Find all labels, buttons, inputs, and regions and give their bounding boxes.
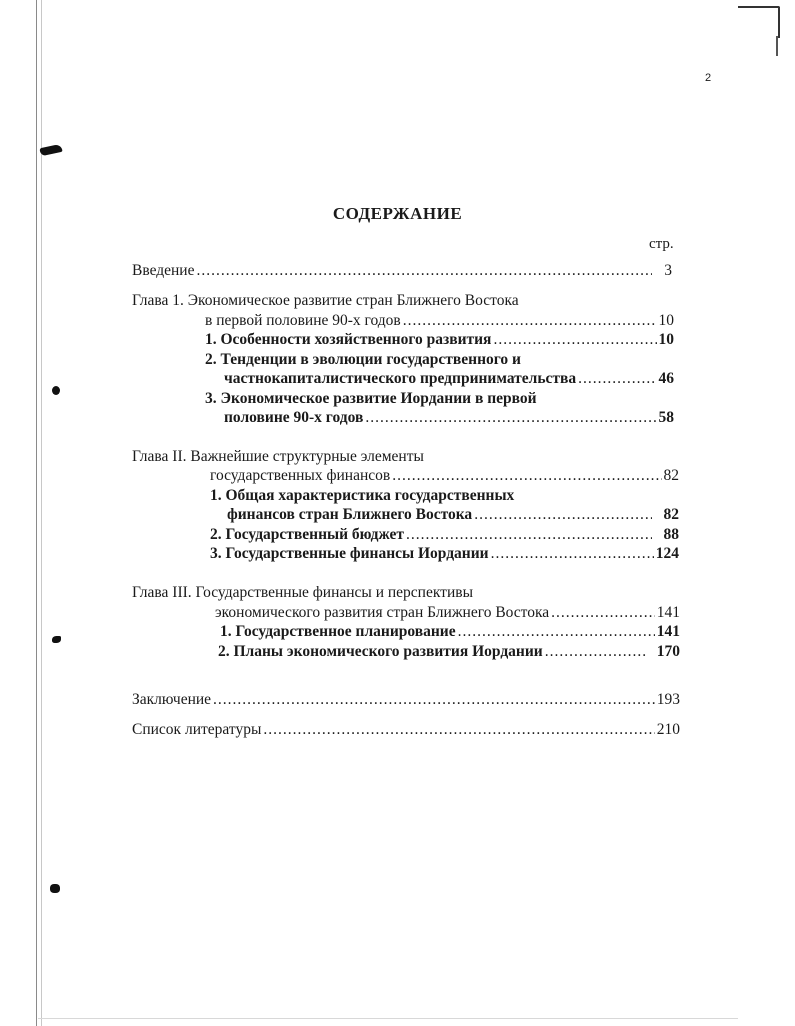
toc-entry-1-2-line1: 2. Тенденции в эволюции государственного и: [205, 351, 521, 368]
toc-entry-1-2: [224, 370, 674, 388]
punch-hole-mark: [52, 386, 60, 395]
toc-entry-bibliography: [132, 721, 680, 739]
toc-leader: [263, 721, 654, 739]
toc-entry-2-1-line1: 1. Общая характеристика государственных: [210, 487, 515, 504]
toc-entry-1-3: [224, 409, 674, 427]
toc-label: 1. Особенности хозяйственного развития: [205, 331, 492, 348]
toc-label: 3. Государственные финансы Иордании: [210, 545, 489, 562]
toc-page: 124: [655, 545, 679, 562]
toc-label: в первой половине 90-х годов: [205, 312, 401, 329]
toc-page: 10: [658, 312, 674, 329]
toc-label: частнокапиталистического предпринимательства: [224, 370, 577, 387]
toc-entry-chapter3: [215, 604, 680, 622]
toc-entry-chapter1: [205, 312, 674, 330]
toc-leader: [491, 545, 654, 563]
chapter3-title: Глава III. Государственные финансы и перспективы: [132, 584, 473, 601]
toc-entry-1-3-line1: 3. Экономическое развитие Иордании в первой: [205, 390, 537, 407]
toc-entry-2-2: [210, 526, 679, 544]
toc-leader: [213, 691, 655, 709]
page-column-label: стр.: [649, 236, 674, 252]
toc-entry-3-2: [218, 643, 680, 661]
toc-leader: [458, 623, 655, 641]
scan-corner-tick: [776, 36, 778, 56]
chapter2-title: Глава II. Важнейшие структурные элементы: [132, 448, 424, 465]
punch-hole-mark: [52, 636, 61, 643]
toc-entry-3-1: [220, 623, 680, 641]
punch-hole-mark: [50, 884, 60, 893]
toc-page: 193: [656, 691, 680, 708]
toc-page: 46: [658, 370, 674, 387]
toc-leader: [551, 604, 655, 622]
toc-label: 2. Государственный бюджет: [210, 526, 404, 543]
scan-bottom-edge: [38, 1018, 738, 1019]
toc-leader: [545, 643, 647, 661]
toc-page: 82: [663, 506, 679, 523]
toc-leader: [196, 262, 652, 280]
toc-label: 1. Государственное планирование: [220, 623, 456, 640]
page-title: СОДЕРЖАНИЕ: [332, 204, 463, 223]
toc-entry-2-1: [227, 506, 679, 524]
toc-entry-2-3: [210, 545, 679, 563]
toc-leader: [406, 526, 652, 544]
chapter1-title: Глава 1. Экономическое развитие стран Ближнего Востока: [132, 292, 519, 309]
page-number: 2: [705, 72, 712, 84]
toc-label: финансов стран Ближнего Востока: [227, 506, 473, 523]
toc-page: 210: [656, 721, 680, 738]
toc-leader: [474, 506, 651, 524]
toc-leader: [403, 312, 657, 330]
toc-label: половине 90-х годов: [224, 409, 364, 426]
toc-label: 2. Планы экономического развития Иордании: [218, 643, 543, 660]
toc-page: 141: [656, 623, 680, 640]
toc-page: 170: [656, 643, 680, 660]
toc-page: 82: [663, 467, 679, 484]
toc-label: Список литературы: [132, 721, 262, 738]
punch-hole-mark: [39, 144, 62, 156]
scan-left-edge: [36, 0, 37, 1026]
toc-entry-intro: [132, 262, 672, 280]
toc-page: 88: [663, 526, 679, 543]
toc-leader: [365, 409, 656, 427]
toc-entry-1-1: [205, 331, 674, 349]
toc-label: государственных финансов: [210, 467, 391, 484]
toc-label: Заключение: [132, 691, 212, 708]
toc-label: экономического развития стран Ближнего Востока: [215, 604, 550, 621]
toc-leader: [578, 370, 656, 388]
toc-page: 10: [658, 331, 674, 348]
toc-entry-chapter2: [210, 467, 679, 485]
toc-page: 141: [656, 604, 680, 621]
toc-leader: [392, 467, 661, 485]
toc-page: 58: [658, 409, 674, 426]
scan-corner-mark: [738, 6, 780, 38]
toc-entry-conclusion: [132, 691, 680, 709]
toc-page: 3: [664, 262, 672, 279]
toc-leader: [493, 331, 656, 349]
toc-label: Введение: [132, 262, 195, 279]
